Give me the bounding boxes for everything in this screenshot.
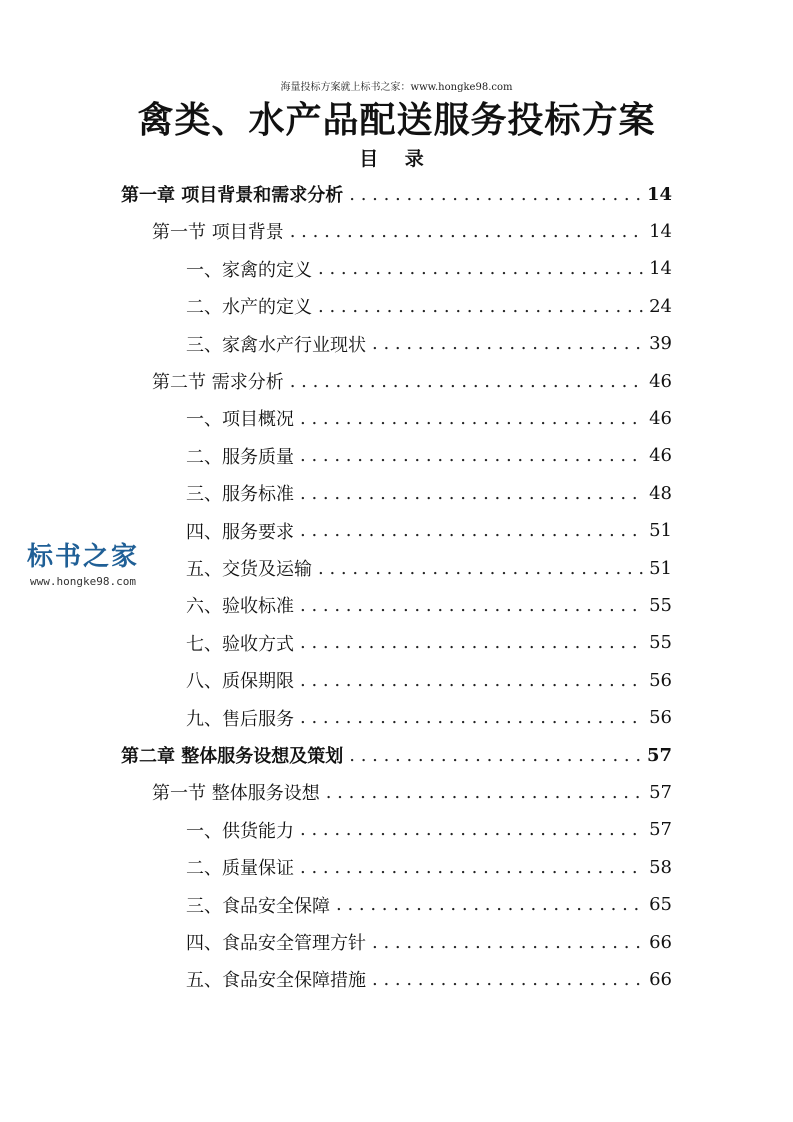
toc-entry-label: 五、交货及运输 (186, 559, 312, 580)
toc-dot-leader (372, 333, 643, 354)
toc-entry-label: 六、验收标准 (186, 596, 294, 618)
toc-entry-label: 三、服务标准 (186, 484, 294, 506)
toc-dot-leader (372, 969, 643, 990)
header-note: 海量投标方案就上标书之家：www.hongke98.com (280, 82, 513, 93)
toc-entry[interactable] (152, 213, 672, 249)
toc-dot-leader (300, 670, 643, 691)
toc-entry-page-number: 46 (649, 370, 672, 392)
toc-dot-leader (349, 184, 641, 205)
toc-entry-page-number: 57 (649, 781, 672, 803)
toc-dot-leader (372, 932, 643, 953)
watermark-logo: 标书之家 (26, 542, 139, 572)
toc-entry[interactable] (121, 176, 672, 212)
toc-entry-page-number: 55 (649, 632, 672, 654)
toc-entry-label: 一、项目概况 (186, 409, 294, 431)
toc-entry-page-number: 48 (649, 482, 672, 504)
toc-dot-leader (300, 632, 643, 653)
toc-entry[interactable] (186, 251, 672, 287)
toc-entry-label: 四、服务要求 (186, 521, 294, 543)
toc-dot-leader (290, 371, 643, 392)
toc-entry[interactable] (186, 849, 672, 885)
toc-entry[interactable] (186, 924, 672, 960)
toc-entry[interactable] (186, 812, 672, 848)
toc-entry-page-number: 51 (649, 520, 672, 542)
toc-entry-page-number: 24 (649, 295, 672, 317)
toc-dot-leader (300, 483, 643, 504)
toc-dot-leader (318, 558, 643, 579)
toc-entry-page-number: 56 (649, 669, 672, 691)
toc-entry-label: 二、质量保证 (186, 858, 294, 880)
watermark (8, 536, 158, 588)
toc-entry-page-number: 56 (649, 707, 672, 729)
toc-entry-label: 二、服务质量 (186, 446, 294, 468)
toc-entry-page-number: 66 (649, 968, 672, 990)
toc-entry-label: 第一章 项目背景和需求分析 (121, 185, 344, 206)
toc-entry-label: 一、家禽的定义 (186, 259, 312, 281)
toc-dot-leader (300, 408, 643, 429)
toc-entry-label: 第一节 项目背景 (152, 222, 284, 244)
toc-entry[interactable] (186, 475, 672, 511)
toc-entry-label: 七、验收方式 (186, 633, 294, 655)
toc-entry-label: 四、食品安全管理方针 (186, 933, 366, 954)
toc-entry[interactable] (186, 700, 672, 736)
toc-entry[interactable] (152, 363, 672, 399)
toc-entry-page-number: 14 (649, 220, 672, 242)
toc-dot-leader (349, 745, 641, 766)
toc-entry-label: 五、食品安全保障措施 (186, 970, 366, 992)
toc-dot-leader (300, 819, 643, 840)
document-title: 禽类、水产品配送服务投标方案 (137, 99, 656, 141)
toc-dot-leader (336, 894, 643, 915)
toc-entry[interactable] (186, 438, 672, 474)
toc-entry-page-number: 46 (649, 407, 672, 429)
toc-dot-leader (300, 445, 643, 466)
toc-entry-label: 第一节 整体服务设想 (152, 783, 320, 805)
toc-entry-label: 二、水产的定义 (186, 297, 312, 319)
toc-entry-page-number: 39 (649, 333, 672, 355)
toc-entry-label: 九、售后服务 (186, 708, 294, 730)
toc-entry-page-number: 14 (646, 183, 672, 205)
toc-entry-page-number: 65 (649, 894, 672, 916)
toc-entry[interactable] (186, 513, 672, 549)
toc-entry[interactable] (186, 961, 672, 997)
toc-entry[interactable] (186, 625, 672, 661)
toc-dot-leader (300, 595, 643, 616)
toc-entry-page-number: 58 (649, 856, 672, 878)
toc-entry[interactable] (121, 737, 672, 773)
toc-entry[interactable] (186, 326, 672, 362)
toc-entry-page-number: 14 (649, 258, 672, 280)
toc-entry[interactable] (152, 774, 672, 810)
toc-entry[interactable] (186, 550, 672, 586)
toc-entry-label: 三、食品安全保障 (186, 895, 330, 917)
toc-entry[interactable] (186, 887, 672, 923)
watermark-url: www.hongke98.com (30, 575, 136, 588)
toc-entry-label: 第二节 需求分析 (152, 372, 284, 393)
toc-entry-label: 第二章 整体服务设想及策划 (121, 746, 344, 767)
toc-dot-leader (318, 258, 643, 279)
toc-entry-page-number: 46 (649, 445, 672, 467)
toc-dot-leader (300, 857, 643, 878)
toc-entry[interactable] (186, 587, 672, 623)
toc-entry-label: 三、家禽水产行业现状 (186, 334, 366, 356)
toc-entry[interactable] (186, 288, 672, 324)
toc-dot-leader (300, 520, 643, 541)
toc-entry-page-number: 55 (649, 594, 672, 616)
toc-entry-page-number: 51 (649, 557, 672, 579)
toc-entry[interactable] (186, 662, 672, 698)
toc-heading: 目 录 (359, 148, 434, 170)
toc-dot-leader (318, 296, 643, 317)
toc-entry[interactable] (186, 400, 672, 436)
toc-entry-label: 八、质保期限 (186, 671, 294, 693)
toc-entry-page-number: 57 (649, 819, 672, 841)
toc-entry-page-number: 66 (649, 931, 672, 953)
toc-dot-leader (290, 221, 643, 242)
toc-entry-label: 一、供货能力 (186, 820, 294, 842)
toc-dot-leader (300, 707, 643, 728)
toc-dot-leader (326, 782, 643, 803)
toc-entry-page-number: 57 (646, 744, 672, 766)
